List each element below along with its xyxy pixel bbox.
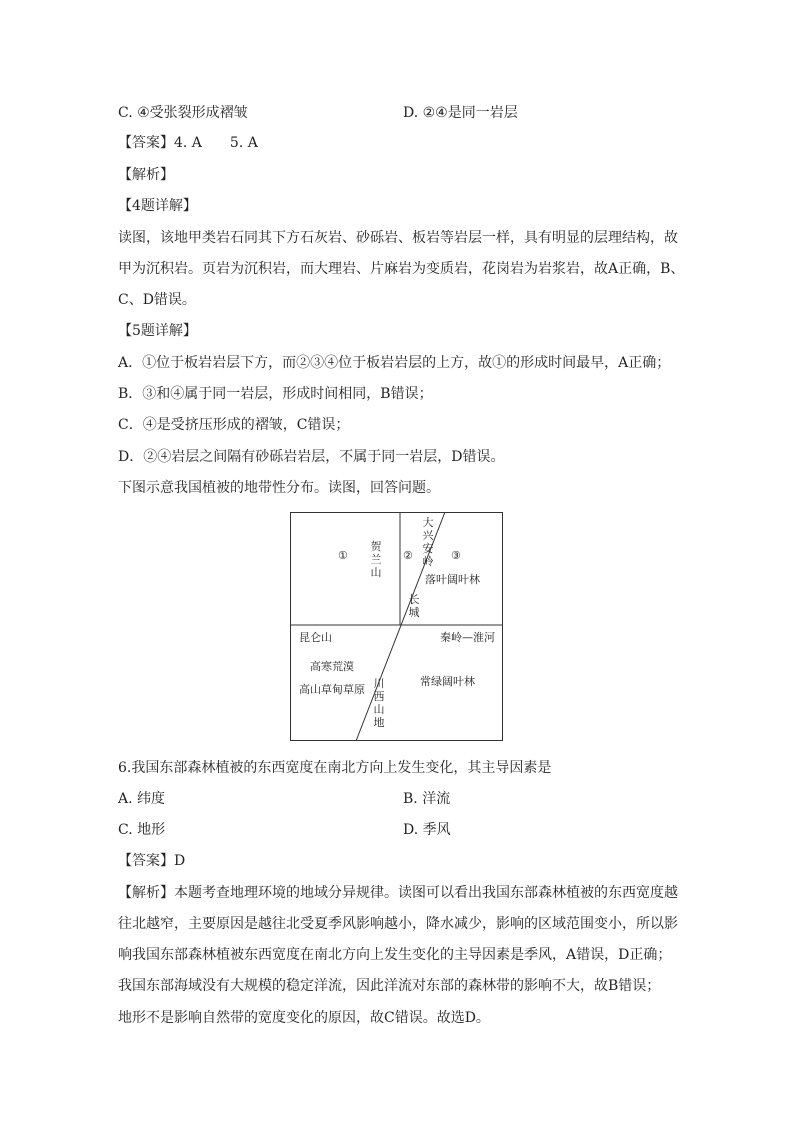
q5-line-1: A．①位于板岩岩层下方，而②③④位于板岩岩层的上方，故①的形成时间最早，A正确；	[118, 355, 671, 371]
q6-option-b: B. 洋流	[403, 791, 451, 807]
analysis-heading: 【解析】	[118, 167, 174, 183]
region-3-label: ③	[451, 549, 461, 562]
great-wall-label: 长城	[408, 593, 420, 619]
q6-analysis-line-1: 【解析】本题考查地理环境的地域分异规律。读图可以看出我国东部森林植被的东西宽度越	[118, 885, 678, 901]
western-sichuan-label: 川西山地	[373, 677, 385, 729]
q5-line-4: D．②④岩层之间隔有砂砾岩岩层，不属于同一岩层，D错误。	[118, 449, 505, 465]
qinling-huaihe-label: 秦岭—淮河	[440, 631, 495, 644]
deciduous-forest-label: 落叶阔叶林	[425, 573, 480, 586]
q4-line-2: 甲为沉积岩。页岩为沉积岩，而大理岩、片麻岩为变质岩，花岗岩为岩浆岩，故A正确，B、	[118, 261, 685, 277]
q5-line-3: C．④是受挤压形成的褶皱，C错误；	[118, 417, 350, 433]
q6-option-a: A. 纬度	[118, 791, 166, 807]
region-2-label: ②	[403, 549, 413, 562]
q5-option-d: D. ②④是同一岩层	[403, 105, 518, 121]
q6-option-c: C. 地形	[118, 822, 166, 838]
q6-analysis-line-3: 响我国东部森林植被东西宽度在南北方向上发生变化的主导因素是季风，A错误，D正确；	[118, 947, 672, 963]
figure-intro: 下图示意我国植被的地带性分布。读图，回答问题。	[118, 480, 440, 496]
vegetation-zonation-diagram	[290, 512, 503, 741]
q5-heading: 【5题详解】	[118, 323, 197, 339]
helan-mountain-label: 贺兰山	[370, 540, 382, 579]
answer-4-5: 【答案】4. A 5. A	[118, 135, 258, 151]
q5-option-c: C. ④受张裂形成褶皱	[118, 105, 248, 121]
q5-line-2: B．③和④属于同一岩层，形成时间相同，B错误；	[118, 386, 433, 402]
alpine-meadow-label: 高山草甸草原	[299, 683, 365, 696]
q4-line-3: C、D错误。	[118, 292, 196, 308]
q4-line-1: 读图，该地甲类岩石同其下方石灰岩、砂砾岩、板岩等岩层一样，具有明显的层理结构，故	[118, 230, 678, 246]
cold-desert-label: 高寒荒漠	[310, 660, 354, 673]
q6-analysis-line-5: 地形不是影响自然带的宽度变化的原因，故C错误。故选D。	[118, 1010, 490, 1026]
daxinganling-label: 大兴安岭	[422, 516, 434, 568]
evergreen-forest-label: 常绿阔叶林	[420, 675, 475, 688]
q6-option-d: D. 季风	[403, 822, 451, 838]
q4-heading: 【4题详解】	[118, 198, 197, 214]
q6-analysis-line-2: 往北越窄，主要原因是越往北受夏季风影响越小，降水减少，影响的区域范围变小，所以影	[118, 916, 678, 932]
q6-analysis-line-4: 我国东部海域没有大规模的稳定洋流，因此洋流对东部的森林带的影响不大，故B错误；	[118, 978, 661, 994]
diagram-lines	[290, 512, 503, 741]
region-1-label: ①	[338, 549, 348, 562]
q6-answer: 【答案】D	[118, 853, 186, 869]
q6-stem: 6.我国东部森林植被的东西宽度在南北方向上发生变化，其主导因素是	[118, 760, 552, 776]
kunlun-mountain-label: 昆仑山	[299, 631, 332, 644]
